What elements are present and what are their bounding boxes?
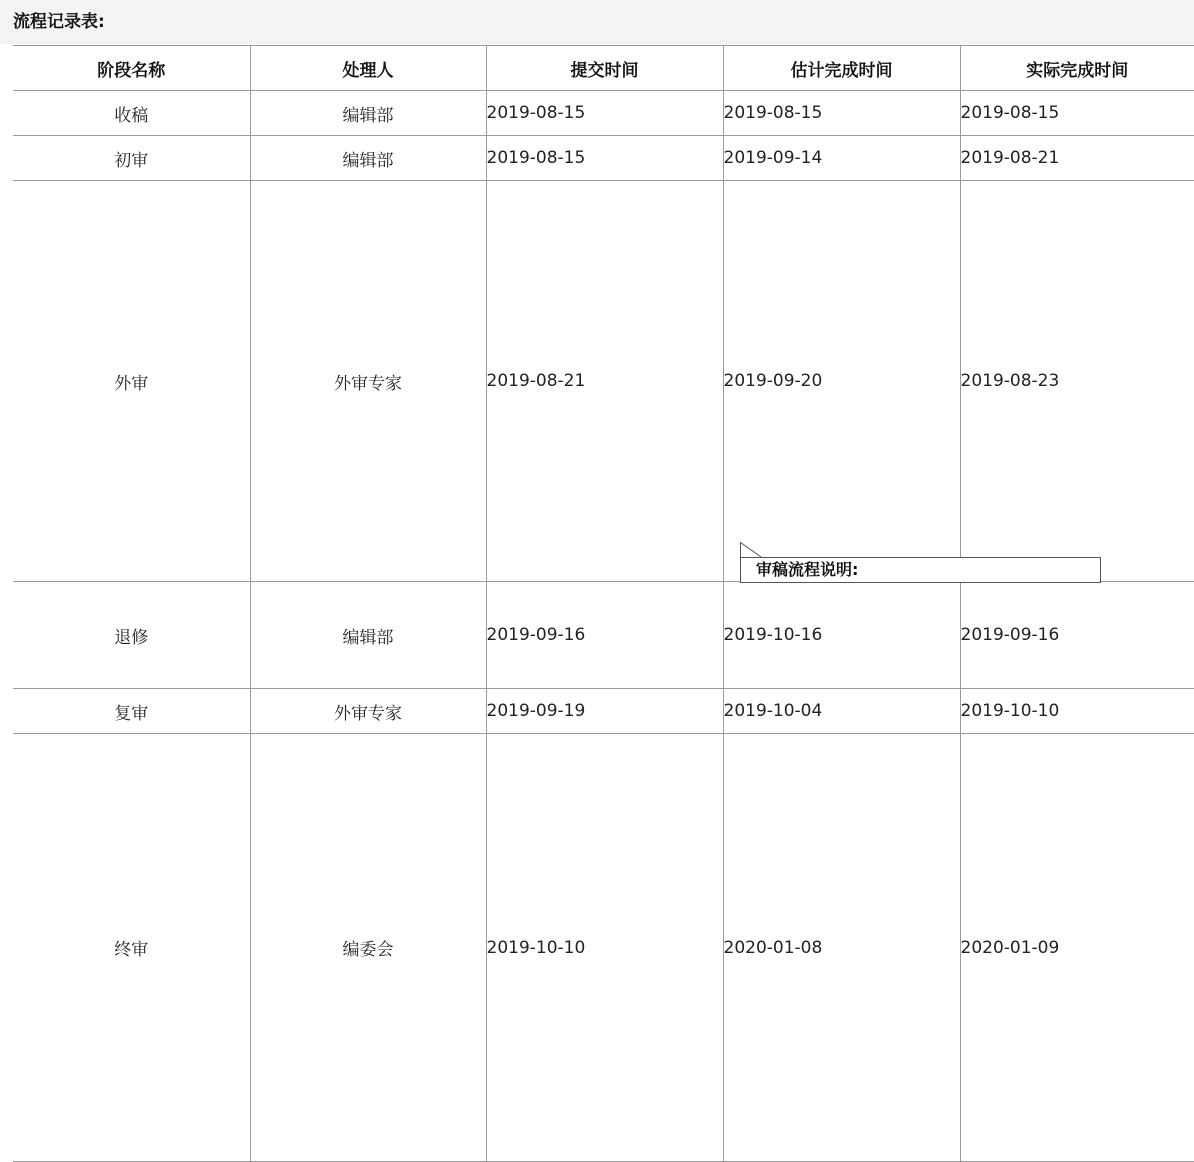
actual-time-cell: 2019-08-15 <box>960 91 1194 136</box>
submit-time-cell: 2019-10-10 <box>486 734 723 1162</box>
stage-name-cell: 收稿 <box>13 91 250 136</box>
header-stage-name: 阶段名称 <box>13 46 250 91</box>
table-header-row <box>13 46 1194 91</box>
popup-label: 审稿流程说明: <box>756 560 859 579</box>
handler-cell: 编辑部 <box>250 136 486 181</box>
estimated-time-cell: 2019-08-15 <box>723 91 960 136</box>
actual-time-cell: 2019-09-16 <box>960 582 1194 689</box>
page-title: 流程记录表: <box>13 12 105 32</box>
table-row <box>13 91 1194 136</box>
submit-time-cell: 2019-08-15 <box>486 91 723 136</box>
actual-time-cell: 2019-08-21 <box>960 136 1194 181</box>
header-submit-time: 提交时间 <box>486 46 723 91</box>
handler-cell: 编委会 <box>250 734 486 1162</box>
stage-name-cell: 终审 <box>13 734 250 1162</box>
title-bar <box>0 0 1194 44</box>
actual-time-cell: 2019-08-23 <box>960 181 1194 582</box>
popup-pointer-icon <box>740 542 764 558</box>
submit-time-cell: 2019-08-21 <box>486 181 723 582</box>
stage-name-cell: 退修 <box>13 582 250 689</box>
estimated-time-cell: 2020-01-08 <box>723 734 960 1162</box>
review-process-popup[interactable] <box>740 557 1101 583</box>
header-estimated-completion: 估计完成时间 <box>723 46 960 91</box>
stage-name-cell: 外审 <box>13 181 250 582</box>
estimated-time-cell: 2019-10-04 <box>723 689 960 734</box>
actual-time-cell: 2019-10-10 <box>960 689 1194 734</box>
table-row <box>13 136 1194 181</box>
stage-name-cell: 复审 <box>13 689 250 734</box>
table-row <box>13 734 1194 1162</box>
estimated-time-cell: 2019-09-20 <box>723 181 960 582</box>
submit-time-cell: 2019-08-15 <box>486 136 723 181</box>
table-row <box>13 689 1194 734</box>
stage-name-cell: 初审 <box>13 136 250 181</box>
header-handler: 处理人 <box>250 46 486 91</box>
submit-time-cell: 2019-09-19 <box>486 689 723 734</box>
handler-cell: 外审专家 <box>250 181 486 582</box>
process-record-table <box>13 45 1194 1162</box>
estimated-time-cell: 2019-09-14 <box>723 136 960 181</box>
actual-time-cell: 2020-01-09 <box>960 734 1194 1162</box>
handler-cell: 编辑部 <box>250 582 486 689</box>
table-row <box>13 582 1194 689</box>
estimated-time-cell: 2019-10-16 <box>723 582 960 689</box>
handler-cell: 外审专家 <box>250 689 486 734</box>
handler-cell: 编辑部 <box>250 91 486 136</box>
submit-time-cell: 2019-09-16 <box>486 582 723 689</box>
header-actual-completion: 实际完成时间 <box>960 46 1194 91</box>
table-row <box>13 181 1194 582</box>
